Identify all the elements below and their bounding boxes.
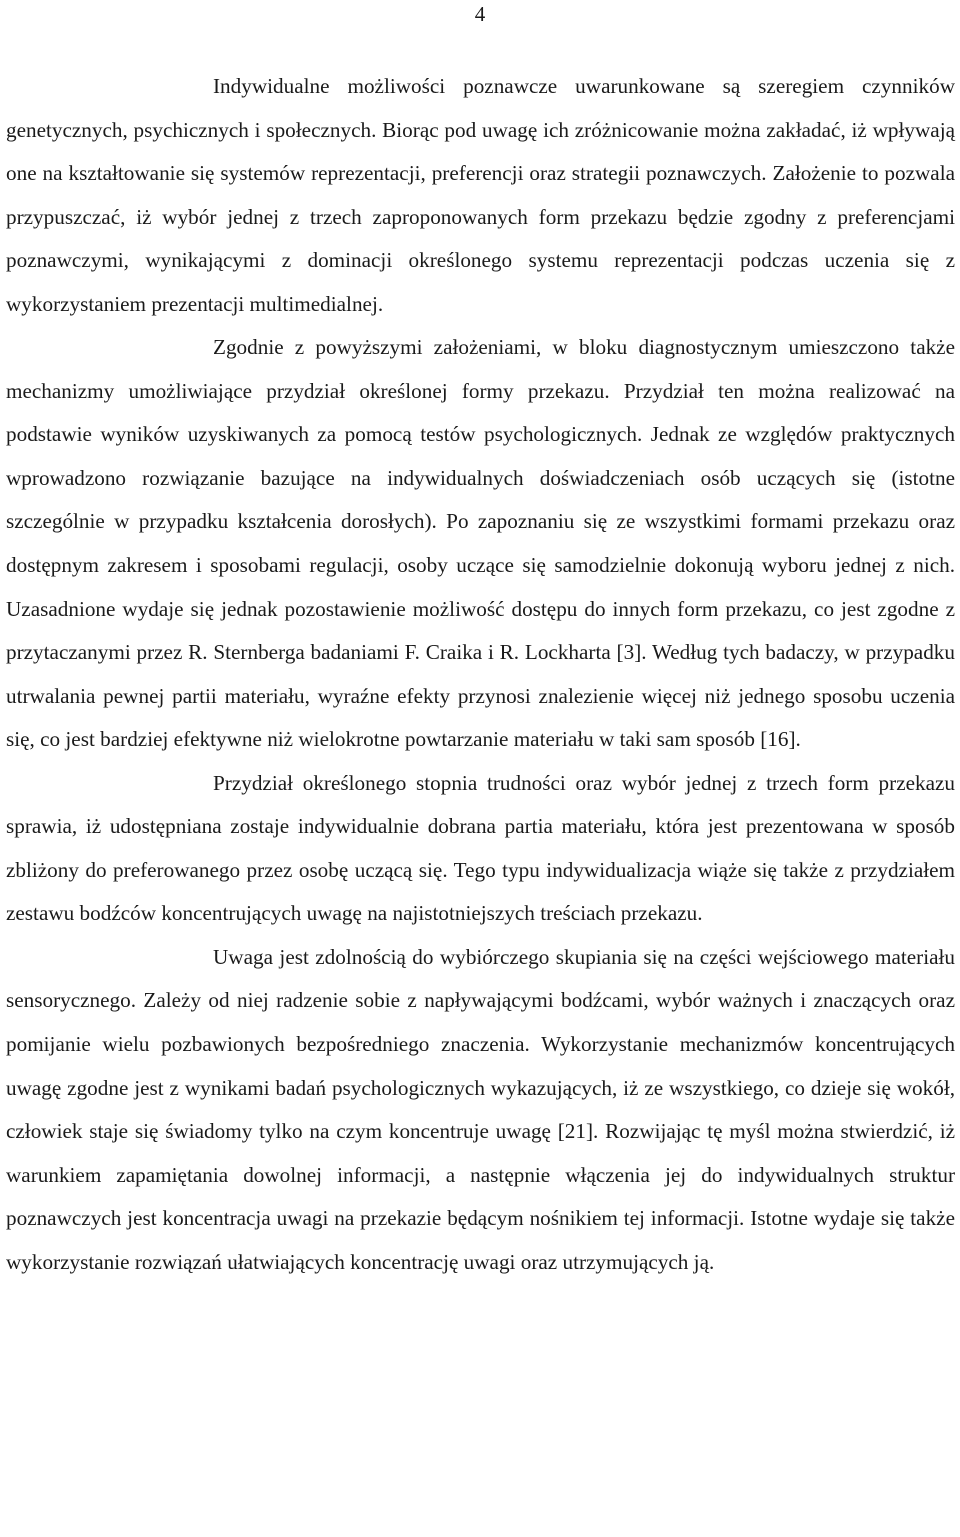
page-number <box>0 2 960 26</box>
paragraph-2: Zgodnie z powyższymi założeniami, w bloku diagnostycznym umieszczono także mechanizmy umożliwiające przydział określonej formy przekazu. Przydział ten można realizować na podstawie wyników uzyskiwanych za pomocą testów psychologicznych. Jednak ze względów praktycznych wprowadzono rozwiązanie bazujące na indywidualnych doświadczeniach osób uczących się (istotne szczególnie w przypadku kształcenia dorosłych). Po zapoznaniu się ze wszystkimi formami przekazu oraz dostępnym zakresem i sposobami regulacji, osoby uczące się samodzielnie dokonują wyboru jednej z nich. Uzasadnione wydaje się jednak pozostawienie możliwość dostępu do innych form przekazu, co jest zgodne z przytaczanymi przez R. Sternberga badaniami F. Craika i R. Lockharta [3]. Według tych badaczy, w przypadku utrwalania pewnej partii materiału, wyraźne efekty przynosi znalezienie więcej niż jednego sposobu uczenia się, co jest bardziej efektywne niż wielokrotne powtarzanie materiału w taki sam sposób [16]. <box>6 335 955 752</box>
paragraph-3: Przydział określonego stopnia trudności oraz wybór jednej z trzech form przekazu sprawia, iż udostępniana zostaje indywidualnie dobrana partia materiału, która jest prezentowana w sposób zbliżony do preferowanego przez osobę uczącą się. Tego typu indywidualizacja wiąże się także z przydziałem zestawu bodźców koncentrujących uwagę na najistotniejszych treściach przekazu. <box>6 770 955 926</box>
document-body <box>6 65 955 1284</box>
paragraph-1: Indywidualne możliwości poznawcze uwarunkowane są szeregiem czynników genetycznych, psychicznych i społecznych. Biorąc pod uwagę ich zróżnicowanie można zakładać, iż wpływają one na kształtowanie się systemów reprezentacji, preferencji oraz strategii poznawczych. Założenie to pozwala przypuszczać, iż wybór jednej z trzech zaproponowanych form przekazu będzie zgodny z preferencjami poznawczymi, wynikającymi z dominacji określonego systemu reprezentacji podczas uczenia się z wykorzystaniem prezentacji multimedialnej. <box>6 74 955 316</box>
paragraph-4: Uwaga jest zdolnością do wybiórczego skupiania się na części wejściowego materiału sensorycznego. Zależy od niej radzenie sobie z napływającymi bodźcami, wybór ważnych i znaczących oraz pomijanie wielu pozbawionych bezpośredniego znaczenia. Wykorzystanie mechanizmów koncentrujących uwagę zgodne jest z wynikami badań psychologicznych wykazujących, iż ze wszystkiego, co dzieje się wokół, człowiek staje się świadomy tylko na czym koncentruje uwagę [21]. Rozwijając tę myśl można stwierdzić, iż warunkiem zapamiętania dowolnej informacji, a następnie włączenia jej do indywidualnych struktur poznawczych jest koncentracja uwagi na przekazie będącym nośnikiem tej informacji. Istotne wydaje się także wykorzystanie rozwiązań ułatwiających koncentrację uwagi oraz utrzymujących ją. <box>6 944 955 1274</box>
page-number-text: 4 <box>474 2 486 26</box>
